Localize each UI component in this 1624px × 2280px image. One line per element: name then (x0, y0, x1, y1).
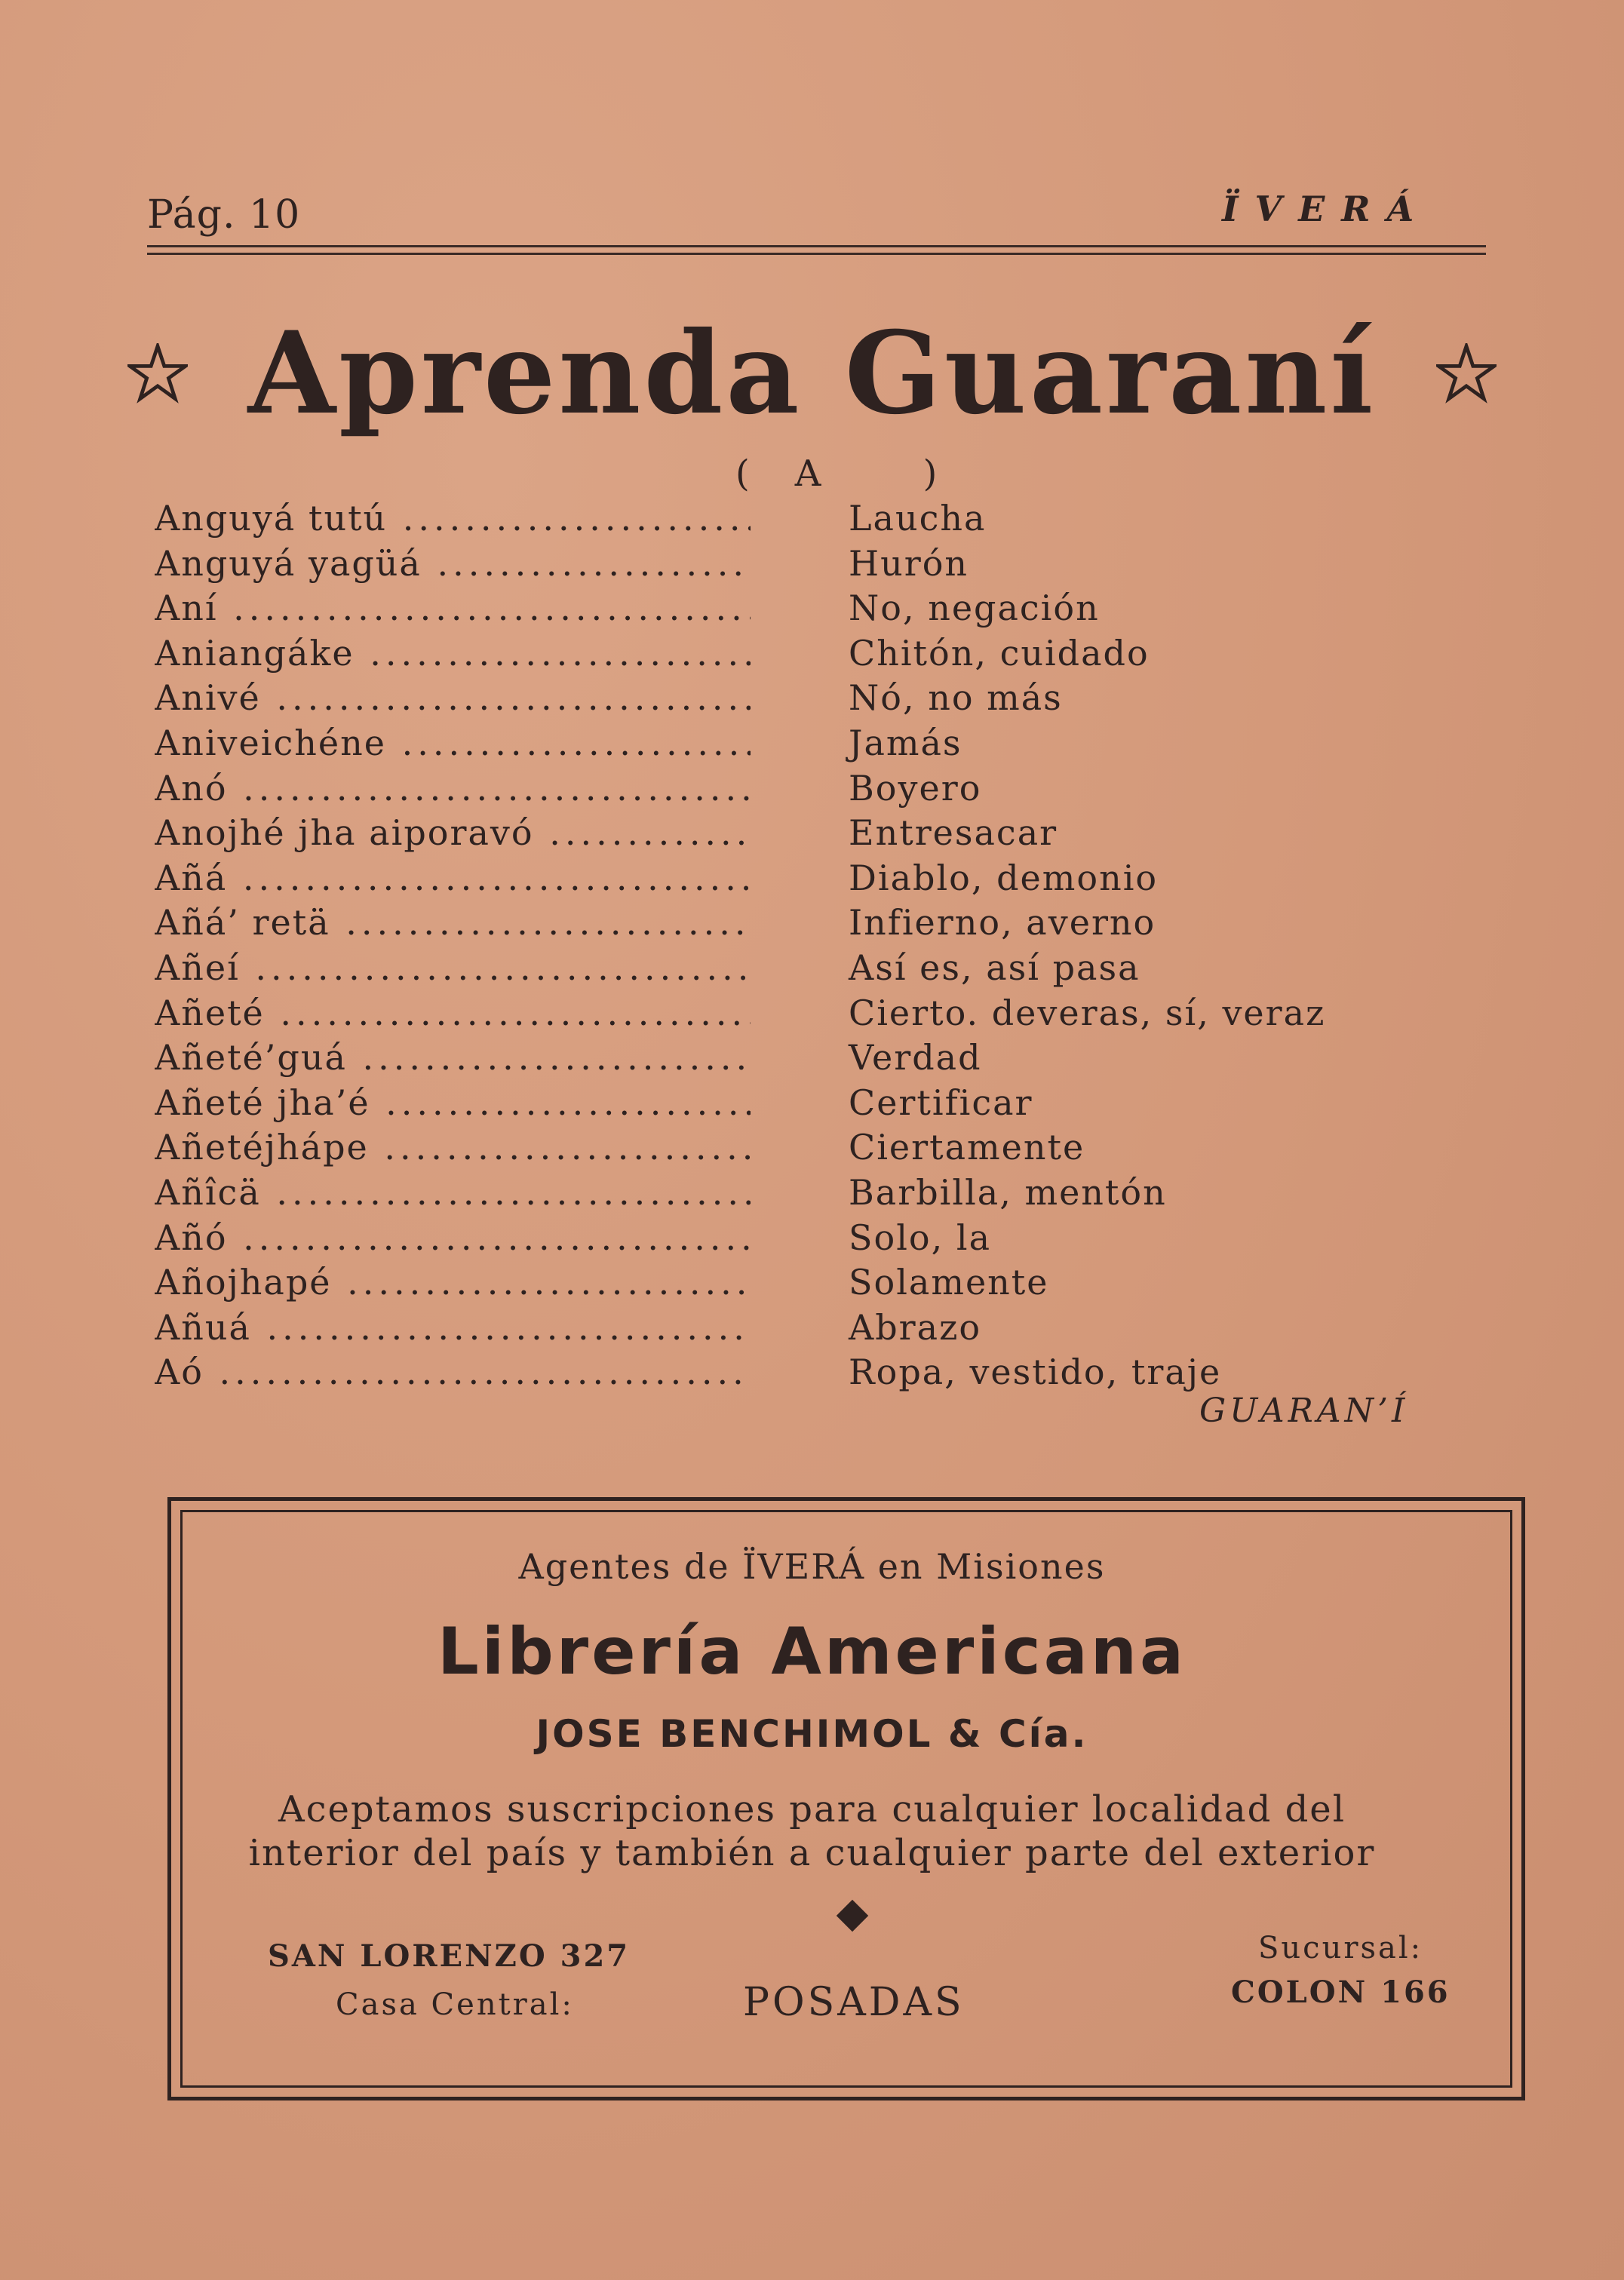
glossary-entry (155, 1082, 1362, 1128)
glossary-entry (155, 768, 1362, 813)
page-number: Pág. 10 (147, 192, 301, 238)
ad-company-name: JOSE BENCHIMOL & Cía. (536, 1712, 1088, 1756)
spanish-meaning: Barbilla, mentón (849, 1171, 1167, 1213)
spanish-meaning: Así es, así pasa (849, 947, 1140, 988)
spanish-meaning: Diablo, demonio (849, 857, 1159, 898)
spanish-meaning: Ciertamente (849, 1127, 1085, 1168)
guarani-term: Añeté ..... (155, 993, 751, 1033)
section-letter: (A ) (735, 453, 983, 495)
guarani-term: Añá’ retä ..... (155, 902, 751, 943)
spanish-meaning: Solo, la (849, 1217, 991, 1258)
spanish-meaning: Certificar (849, 1082, 1033, 1123)
guarani-term: Añó ..... (155, 1217, 751, 1258)
guarani-term: Añá ..... (155, 858, 751, 898)
glossary-entry (155, 1352, 1362, 1397)
spanish-meaning: Solamente (849, 1262, 1049, 1303)
spanish-meaning: Boyero (849, 767, 982, 809)
glossary-entry (155, 812, 1362, 858)
main-address: SAN LORENZO 327 (268, 1938, 631, 1974)
glossary-entry (155, 1262, 1362, 1307)
guarani-term: Aní ..... (155, 588, 751, 628)
guarani-term: Añojhapé ..... (155, 1262, 751, 1303)
guarani-term: Anguyá tutú ..... (155, 498, 751, 539)
spanish-meaning: Hurón (849, 542, 969, 584)
glossary-entry (155, 1037, 1362, 1082)
spanish-meaning: Infierno, averno (849, 902, 1156, 944)
guarani-term: Añuá ..... (155, 1307, 751, 1348)
glossary-entry (155, 993, 1362, 1038)
spanish-meaning: Jamás (849, 722, 962, 763)
glossary-entry (155, 1217, 1362, 1263)
spanish-meaning: Chitón, cuidado (849, 632, 1150, 674)
glossary-entry (155, 902, 1362, 947)
header-rule (147, 245, 1486, 247)
star-icon (1436, 343, 1497, 404)
casa-central-label: Casa Central: (336, 1987, 574, 2022)
ad-business-name: Librería Americana (437, 1614, 1187, 1689)
author-signature: GUARAN’Í (1199, 1392, 1409, 1430)
ad-description-line: Aceptamos suscripciones para cualquier localidad del (278, 1788, 1346, 1830)
spanish-meaning: Ropa, vestido, traje (849, 1352, 1222, 1393)
guarani-term: Anó ..... (155, 768, 751, 809)
glossary-entry (155, 947, 1362, 993)
spanish-meaning: Abrazo (849, 1306, 982, 1348)
guarani-term: Añeté jha’é ..... (155, 1082, 751, 1123)
star-icon (127, 343, 188, 404)
guarani-term: Aó ..... (155, 1352, 751, 1392)
spanish-meaning: Laucha (849, 498, 987, 539)
glossary-list (155, 498, 1362, 1397)
guarani-term: Anivé ..... (155, 677, 751, 718)
branch-label: Sucursal: (1258, 1931, 1423, 1965)
glossary-entry (155, 1172, 1362, 1217)
glossary-entry (155, 1307, 1362, 1352)
header-rule-double (147, 253, 1486, 255)
spanish-meaning: Verdad (849, 1037, 982, 1079)
guarani-term: Añîcä ..... (155, 1172, 751, 1213)
ad-description (0, 1787, 1624, 1875)
glossary-entry (155, 543, 1362, 588)
glossary-entry (155, 498, 1362, 543)
glossary-entry (155, 588, 1362, 633)
guarani-term: Anojhé jha aiporavó ..... (155, 812, 751, 853)
guarani-term: Añeté’guá ..... (155, 1037, 751, 1078)
guarani-term: Aniveichéne ..... (155, 723, 751, 763)
glossary-entry (155, 858, 1362, 903)
page-title: Aprenda Guaraní (247, 307, 1377, 440)
branch-address: COLON 166 (1231, 1975, 1451, 2010)
guarani-term: Añeí ..... (155, 947, 751, 988)
ad-description-line: interior del país y también a cualquier parte del exterior (248, 1832, 1376, 1874)
ad-agents-line: Agentes de ÏVERÁ en Misiones (518, 1546, 1106, 1587)
title-row (0, 307, 1624, 440)
magazine-name: ÏVERÁ (1222, 189, 1431, 229)
spanish-meaning: Entresacar (849, 812, 1058, 854)
glossary-entry (155, 723, 1362, 768)
guarani-term: Añetéjhápe ..... (155, 1127, 751, 1168)
glossary-entry (155, 633, 1362, 678)
spanish-meaning: Nó, no más (849, 677, 1063, 719)
guarani-term: Aniangáke ..... (155, 633, 751, 674)
glossary-entry (155, 1127, 1362, 1172)
spanish-meaning: No, negación (849, 588, 1100, 629)
guarani-term: Anguyá yagüá ..... (155, 543, 751, 584)
glossary-entry (155, 677, 1362, 723)
spanish-meaning: Cierto. deveras, sí, veraz (849, 992, 1326, 1033)
city-name: POSADAS (743, 1980, 965, 2025)
